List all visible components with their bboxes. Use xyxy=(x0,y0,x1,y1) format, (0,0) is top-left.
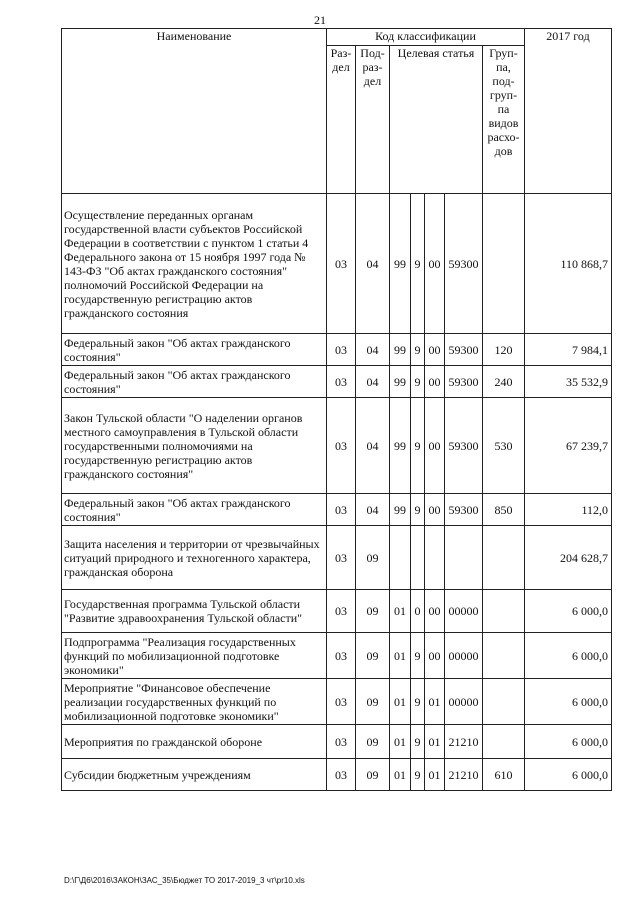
table-row xyxy=(62,398,612,494)
row-podrazdel: 09 xyxy=(356,679,390,725)
row-amount: 6 000,0 xyxy=(525,679,612,725)
budget-table xyxy=(61,28,612,791)
row-podrazdel: 04 xyxy=(356,494,390,526)
row-target-3: 01 xyxy=(425,759,445,791)
row-podrazdel: 04 xyxy=(356,398,390,494)
row-name: Федеральный закон "Об актах гражданского состояния" xyxy=(62,334,327,366)
table-row xyxy=(62,366,612,398)
row-group: 530 xyxy=(483,398,525,494)
row-razdel: 03 xyxy=(327,194,356,334)
row-group xyxy=(483,526,525,590)
row-target-3: 00 xyxy=(425,633,445,679)
row-target-4: 00000 xyxy=(445,590,483,633)
table-row xyxy=(62,194,612,334)
row-group: 850 xyxy=(483,494,525,526)
row-target-2: 9 xyxy=(411,494,425,526)
table-row xyxy=(62,759,612,791)
row-target-1 xyxy=(390,526,411,590)
row-razdel: 03 xyxy=(327,725,356,759)
row-target-2: 9 xyxy=(411,366,425,398)
row-target-1: 01 xyxy=(390,679,411,725)
row-target-3: 00 xyxy=(425,366,445,398)
row-razdel: 03 xyxy=(327,679,356,725)
page-number: 21 xyxy=(314,13,326,27)
row-target-1: 99 xyxy=(390,194,411,334)
table-row xyxy=(62,633,612,679)
row-target-1: 99 xyxy=(390,494,411,526)
row-group xyxy=(483,633,525,679)
row-target-3: 00 xyxy=(425,334,445,366)
row-target-2: 9 xyxy=(411,398,425,494)
row-target-1: 01 xyxy=(390,633,411,679)
row-target-4: 21210 xyxy=(445,725,483,759)
row-amount: 112,0 xyxy=(525,494,612,526)
row-name: Субсидии бюджетным учреждениям xyxy=(62,759,327,791)
row-group xyxy=(483,590,525,633)
row-target-2: 9 xyxy=(411,633,425,679)
row-name: Федеральный закон "Об актах гражданского состояния" xyxy=(62,494,327,526)
row-target-3: 01 xyxy=(425,725,445,759)
row-amount: 6 000,0 xyxy=(525,590,612,633)
row-target-3: 00 xyxy=(425,194,445,334)
row-podrazdel: 09 xyxy=(356,526,390,590)
row-group xyxy=(483,725,525,759)
row-target-4: 59300 xyxy=(445,334,483,366)
row-name: Мероприятие "Финансовое обеспечение реализации государственных функций по мобилизационной подготовке экономики" xyxy=(62,679,327,725)
row-target-1: 99 xyxy=(390,366,411,398)
table-row xyxy=(62,526,612,590)
row-target-3: 01 xyxy=(425,679,445,725)
header-group: Груп- па, под- груп- па видов расхо- дов xyxy=(483,46,525,194)
row-podrazdel: 09 xyxy=(356,725,390,759)
header-year: 2017 год xyxy=(525,29,612,194)
row-podrazdel: 09 xyxy=(356,590,390,633)
row-target-1: 01 xyxy=(390,590,411,633)
row-name: Закон Тульской области "О наделении органов местного самоуправления в Тульской области государственными полномочиями на государственную регистрацию актов гражданского состояния" xyxy=(62,398,327,494)
row-group xyxy=(483,679,525,725)
row-name: Защита населения и территории от чрезвычайных ситуаций природного и техногенного характера, гражданская оборона xyxy=(62,526,327,590)
row-podrazdel: 09 xyxy=(356,633,390,679)
header-code: Код классификации xyxy=(327,29,525,46)
row-target-2 xyxy=(411,526,425,590)
row-target-2: 9 xyxy=(411,679,425,725)
row-razdel: 03 xyxy=(327,494,356,526)
row-amount: 110 868,7 xyxy=(525,194,612,334)
row-amount: 7 984,1 xyxy=(525,334,612,366)
row-target-4: 59300 xyxy=(445,398,483,494)
row-target-1: 99 xyxy=(390,398,411,494)
row-amount: 35 532,9 xyxy=(525,366,612,398)
row-target-4 xyxy=(445,526,483,590)
row-razdel: 03 xyxy=(327,759,356,791)
row-target-4: 00000 xyxy=(445,679,483,725)
row-amount: 204 628,7 xyxy=(525,526,612,590)
row-target-3: 00 xyxy=(425,494,445,526)
row-target-2: 0 xyxy=(411,590,425,633)
table-row xyxy=(62,590,612,633)
header-target: Целевая статья xyxy=(390,46,483,194)
table-row xyxy=(62,494,612,526)
row-podrazdel: 04 xyxy=(356,334,390,366)
file-path: D:\Г\Д6\2016\ЗАКОН\ЗАС_35\Бюджет ТО 2017-2019_3 чт\pr10.xls xyxy=(64,876,305,885)
row-podrazdel: 04 xyxy=(356,366,390,398)
row-target-4: 21210 xyxy=(445,759,483,791)
row-name: Осуществление переданных органам государственной власти субъектов Российской Федерации в соответствии с пунктом 1 статьи 4 Федерального закона от 15 ноября 1997 года № 143-ФЗ "Об актах гражданского состояния" полномочий Российской Федерации на государственную регистрацию актов гражданского состояния xyxy=(62,194,327,334)
row-target-3 xyxy=(425,526,445,590)
row-group: 120 xyxy=(483,334,525,366)
row-group: 610 xyxy=(483,759,525,791)
row-target-1: 01 xyxy=(390,725,411,759)
row-amount: 6 000,0 xyxy=(525,725,612,759)
header-name: Наименование xyxy=(62,29,327,194)
row-razdel: 03 xyxy=(327,334,356,366)
row-target-2: 9 xyxy=(411,194,425,334)
row-razdel: 03 xyxy=(327,366,356,398)
row-target-2: 9 xyxy=(411,725,425,759)
row-amount: 6 000,0 xyxy=(525,633,612,679)
row-razdel: 03 xyxy=(327,398,356,494)
table-row xyxy=(62,679,612,725)
row-target-4: 00000 xyxy=(445,633,483,679)
row-target-3: 00 xyxy=(425,398,445,494)
header-row-top xyxy=(62,29,612,46)
row-razdel: 03 xyxy=(327,633,356,679)
row-amount: 6 000,0 xyxy=(525,759,612,791)
row-target-1: 01 xyxy=(390,759,411,791)
row-target-2: 9 xyxy=(411,334,425,366)
row-razdel: 03 xyxy=(327,590,356,633)
table-row xyxy=(62,725,612,759)
row-podrazdel: 04 xyxy=(356,194,390,334)
row-group xyxy=(483,194,525,334)
row-razdel: 03 xyxy=(327,526,356,590)
row-amount: 67 239,7 xyxy=(525,398,612,494)
header-podrazdel: Под- раз- дел xyxy=(356,46,390,194)
row-name: Мероприятия по гражданской обороне xyxy=(62,725,327,759)
row-target-1: 99 xyxy=(390,334,411,366)
row-target-3: 00 xyxy=(425,590,445,633)
table-row xyxy=(62,334,612,366)
row-group: 240 xyxy=(483,366,525,398)
row-podrazdel: 09 xyxy=(356,759,390,791)
header-razdel: Раз- дел xyxy=(327,46,356,194)
row-name: Государственная программа Тульской области "Развитие здравоохранения Тульской области" xyxy=(62,590,327,633)
row-target-2: 9 xyxy=(411,759,425,791)
row-name: Федеральный закон "Об актах гражданского состояния" xyxy=(62,366,327,398)
row-name: Подпрограмма "Реализация государственных функций по мобилизационной подготовке экономики" xyxy=(62,633,327,679)
row-target-4: 59300 xyxy=(445,194,483,334)
row-target-4: 59300 xyxy=(445,366,483,398)
row-target-4: 59300 xyxy=(445,494,483,526)
